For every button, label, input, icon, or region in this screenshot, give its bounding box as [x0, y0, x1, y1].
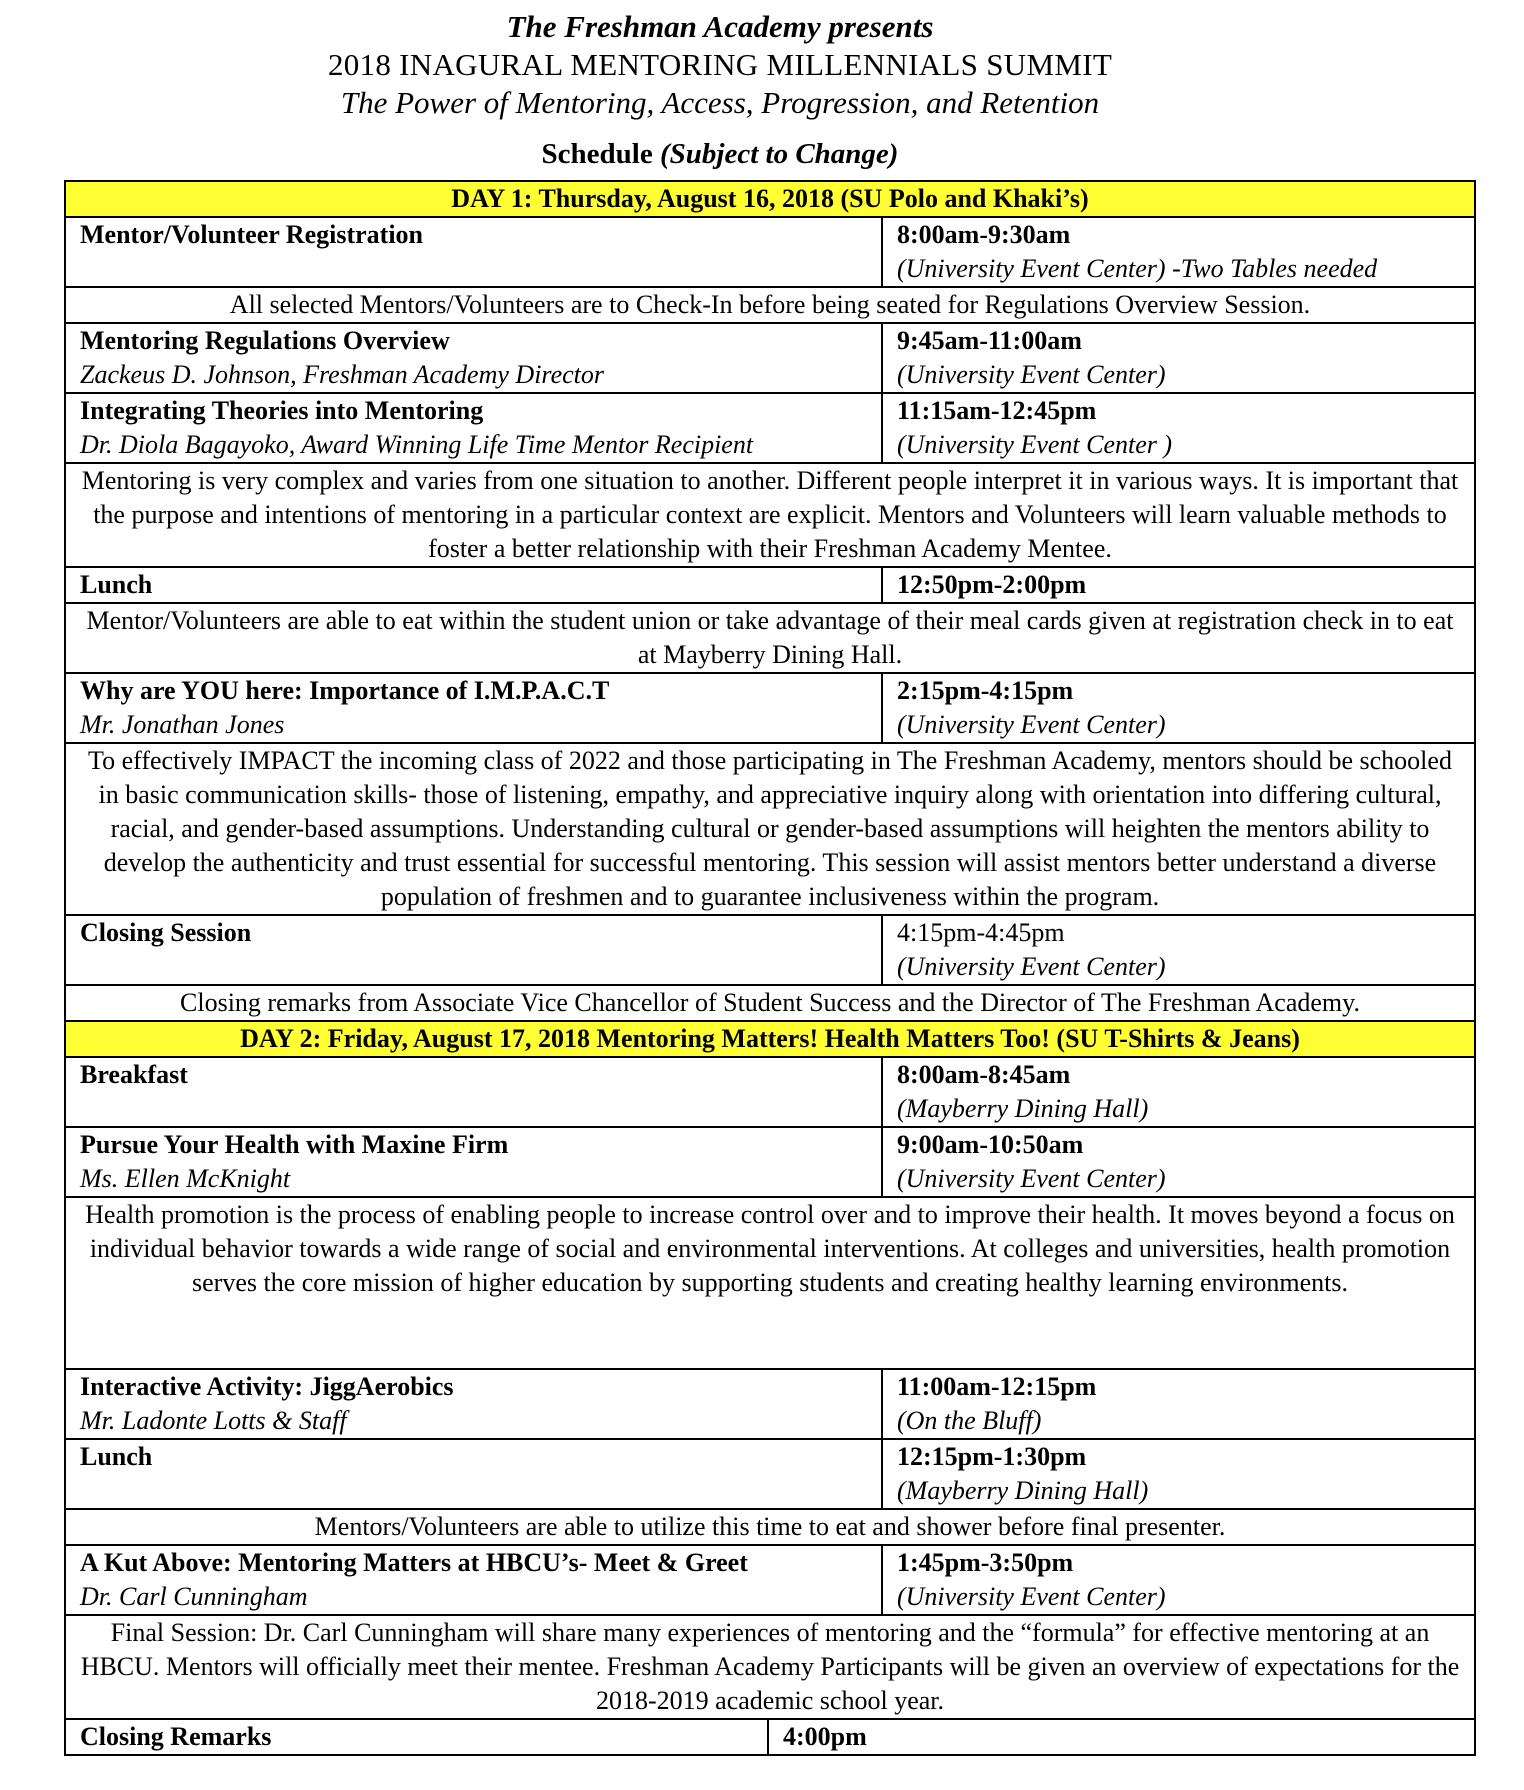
event-note: Closing remarks from Associate Vice Chancellor of Student Success and the Director of The Freshman Academy.: [65, 985, 1475, 1021]
schedule-heading: [0, 136, 1440, 172]
event-row: [65, 1369, 1475, 1439]
summit-subtitle: The Power of Mentoring, Access, Progression, and Retention: [340, 85, 1100, 120]
event-speaker: Mr. Jonathan Jones: [80, 710, 285, 739]
event-speaker: Dr. Carl Cunningham: [80, 1582, 308, 1611]
event-note: All selected Mentors/Volunteers are to Check-In before being seated for Regulations Overview Session.: [65, 287, 1475, 323]
event-location: (University Event Center): [897, 360, 1166, 389]
event-location: (University Event Center): [897, 1582, 1166, 1611]
event-speaker: Zackeus D. Johnson, Freshman Academy Director: [80, 360, 604, 389]
day2-heading-row: [65, 1021, 1475, 1057]
event-location: (On the Bluff): [897, 1406, 1042, 1435]
event-speaker: Ms. Ellen McKnight: [80, 1164, 291, 1193]
event-speaker: Mr. Ladonte Lotts & Staff: [80, 1406, 347, 1435]
note-row: [65, 1197, 1475, 1369]
event-title: Pursue Your Health with Maxine Firm: [80, 1130, 509, 1159]
note-row: [65, 1615, 1475, 1719]
event-row: [65, 915, 1475, 985]
schedule-table: [64, 180, 1476, 1720]
schedule-label: Schedule: [541, 138, 653, 170]
event-title: Interactive Activity: JiggAerobics: [80, 1372, 454, 1401]
note-row: [65, 603, 1475, 673]
event-time: 1:45pm-3:50pm: [897, 1548, 1074, 1577]
event-location: (University Event Center) -Two Tables needed: [897, 254, 1378, 283]
event-row: [65, 1545, 1475, 1615]
event-time: 4:00pm: [783, 1722, 867, 1751]
event-title: Lunch: [80, 570, 153, 599]
event-time: 11:15am-12:45pm: [897, 396, 1097, 425]
event-location: (Mayberry Dining Hall): [897, 1094, 1149, 1123]
note-row: [65, 985, 1475, 1021]
event-note: Health promotion is the process of enabling people to increase control over and to improve their health. It moves beyond a focus on individual behavior towards a wide range of social and environmental interventions. At colleges and universities, health promotion serves the core mission of higher education by supporting students and creating healthy learning environments.: [65, 1197, 1475, 1369]
closing-remarks-table: [64, 1718, 1476, 1756]
event-time: 8:00am-9:30am: [897, 220, 1071, 249]
event-time: 4:15pm-4:45pm: [897, 918, 1065, 947]
event-row: [65, 1057, 1475, 1127]
event-location: (University Event Center): [897, 1164, 1166, 1193]
event-note: Mentor/Volunteers are able to eat within the student union or take advantage of their meal cards given at registration check in to eat at Mayberry Dining Hall.: [65, 603, 1475, 673]
event-title: Integrating Theories into Mentoring: [80, 396, 484, 425]
event-title: Breakfast: [80, 1060, 188, 1089]
presents-line: The Freshman Academy presents: [506, 9, 934, 44]
event-row: [65, 1439, 1475, 1509]
note-row: [65, 1509, 1475, 1545]
day1-heading: DAY 1: Thursday, August 16, 2018 (SU Polo and Khaki’s): [65, 181, 1475, 217]
event-title: A Kut Above: Mentoring Matters at HBCU’s- Meet & Greet: [80, 1548, 748, 1577]
event-note: To effectively IMPACT the incoming class of 2022 and those participating in The Freshman Academy, mentors should be schooled in basic communication skills- those of listening, empathy, and appreciative inquiry along with orientation into differing cultural, racial, and gender-based assumptions. Understanding cultural or gender-based assumptions will heighten the mentors ability to develop the authenticity and trust essential for successful mentoring. This session will assist mentors better understand a diverse population of freshmen and to guarantee inclusiveness within the program.: [65, 743, 1475, 915]
event-speaker: Dr. Diola Bagayoko, Award Winning Life Time Mentor Recipient: [80, 430, 754, 459]
event-row: [65, 1719, 1475, 1755]
note-row: [65, 287, 1475, 323]
event-title: Closing Remarks: [80, 1722, 272, 1751]
event-title: Lunch: [80, 1442, 153, 1471]
note-row: [65, 463, 1475, 567]
event-location: (University Event Center): [897, 952, 1166, 981]
event-time: 2:15pm-4:15pm: [897, 676, 1074, 705]
event-time: 8:00am-8:45am: [897, 1060, 1071, 1089]
event-note: Mentoring is very complex and varies from one situation to another. Different people interpret it in various ways. It is important that the purpose and intentions of mentoring in a particular context are explicit. Mentors and Volunteers will learn valuable methods to foster a better relationship with their Freshman Academy Mentee.: [65, 463, 1475, 567]
schedule-note: (Subject to Change): [659, 138, 899, 170]
event-note: Mentors/Volunteers are able to utilize this time to eat and shower before final presenter.: [65, 1509, 1475, 1545]
event-note: Final Session: Dr. Carl Cunningham will share many experiences of mentoring and the “formula” for effective mentoring at an HBCU. Mentors will officially meet their mentee. Freshman Academy Participants will be given an overview of expectations for the 2018-2019 academic school year.: [65, 1615, 1475, 1719]
event-row: [65, 673, 1475, 743]
event-time: 12:50pm-2:00pm: [897, 570, 1087, 599]
event-row: [65, 323, 1475, 393]
event-title: Closing Session: [80, 918, 252, 947]
event-title: Why are YOU here: Importance of I.M.P.A.C.T: [80, 676, 610, 705]
event-row: [65, 217, 1475, 287]
document-header: [0, 8, 1440, 172]
event-time: 9:45am-11:00am: [897, 326, 1082, 355]
event-location: (University Event Center ): [897, 430, 1173, 459]
day2-heading: DAY 2: Friday, August 17, 2018 Mentoring Matters! Health Matters Too! (SU T-Shirts & Jeans): [65, 1021, 1475, 1057]
event-time: 9:00am-10:50am: [897, 1130, 1084, 1159]
event-location: (Mayberry Dining Hall): [897, 1476, 1149, 1505]
event-row: [65, 393, 1475, 463]
event-row: [65, 1127, 1475, 1197]
event-title: Mentoring Regulations Overview: [80, 326, 450, 355]
day1-heading-row: [65, 181, 1475, 217]
note-row: [65, 743, 1475, 915]
event-time: 11:00am-12:15pm: [897, 1372, 1097, 1401]
event-title: Mentor/Volunteer Registration: [80, 220, 424, 249]
event-location: (University Event Center): [897, 710, 1166, 739]
summit-title: 2018 INAGURAL MENTORING MILLENNIALS SUMMIT: [327, 47, 1113, 82]
event-row: [65, 567, 1475, 603]
event-time: 12:15pm-1:30pm: [897, 1442, 1087, 1471]
